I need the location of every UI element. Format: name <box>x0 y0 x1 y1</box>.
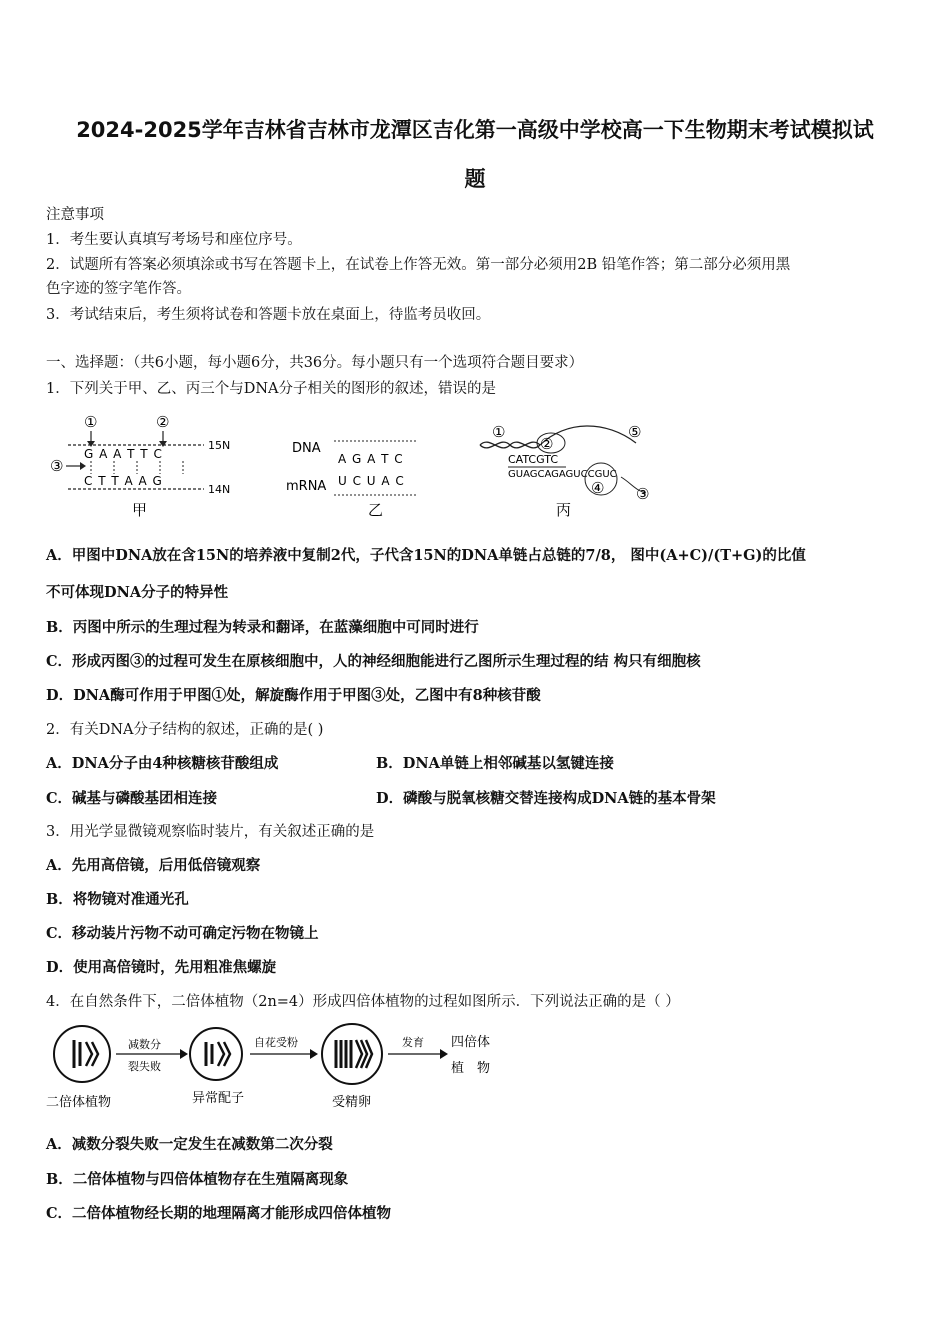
cell-zygote <box>322 1024 382 1110</box>
jia-top-strand: G A A T T C <box>84 447 163 461</box>
marker-3-bing: ③ <box>636 485 650 503</box>
marker-2: ② <box>156 413 170 431</box>
cell2-label: 异常配子 <box>192 1091 245 1106</box>
figure-jia <box>50 413 230 519</box>
q3-stem: 3．用光学显微镜观察临时装片，有关叙述正确的是 <box>46 824 375 840</box>
bing-bottom: GUAGCAGAGUCCGUC <box>508 469 617 480</box>
label-yi: 乙 <box>368 501 384 519</box>
q1-option-d: D．DNA酶可作用于甲图①处，解旋酶作用于甲图③处，乙图中有8种核苷酸 <box>46 687 541 704</box>
q3-option-c: C．移动装片污物不动可确定污物在物镜上 <box>46 925 319 942</box>
arrow-meiosis-failure <box>116 1037 188 1073</box>
result-top: 四倍体 <box>451 1035 491 1050</box>
q1-option-a-cont: 不可体现DNA分子的特异性 <box>46 584 229 601</box>
exam-title-line2: 题 <box>464 167 486 191</box>
label-jia: 甲 <box>132 501 148 519</box>
arrow2-label: 自花受粉 <box>254 1036 298 1049</box>
arrow3-label: 发育 <box>402 1036 424 1049</box>
label-14n: 14N <box>208 483 231 496</box>
exam-title-line1: 2024-2025学年吉林省吉林市龙潭区吉化第一高级中学校高一下生物期末考试模拟试 <box>76 118 874 142</box>
q2-option-b: B．DNA单链上相邻碱基以氢键连接 <box>376 755 614 772</box>
marker-3: ③ <box>50 457 64 475</box>
result-bottom: 植 物 <box>451 1061 491 1076</box>
q3-option-a: A．先用高倍镜，后用低倍镜观察 <box>46 857 261 874</box>
bing-top: CATCGTC <box>508 453 558 466</box>
arrow-development <box>388 1035 448 1059</box>
marker-1-bing: ① <box>492 423 506 441</box>
notice-item-3: 3．考试结束后，考生须将试卷和答题卡放在桌面上，待监考员收回。 <box>46 307 491 323</box>
q1-stem: 1．下列关于甲、乙、丙三个与DNA分子相关的图形的叙述，错误的是 <box>46 381 497 397</box>
dna-word: DNA <box>292 441 321 456</box>
arrow-self-pollination <box>250 1035 318 1059</box>
notice-heading: 注意事项 <box>46 207 104 223</box>
q4-option-b: B．二倍体植物与四倍体植物存在生殖隔离现象 <box>46 1171 349 1188</box>
q1-figure <box>46 405 666 525</box>
q1-option-c: C．形成丙图③的过程可发生在原核细胞中，人的神经细胞能进行乙图所示生理过程的结 构只有细胞核 <box>46 653 701 670</box>
arrow1-top: 减数分 <box>128 1038 161 1051</box>
marker-1: ① <box>84 413 98 431</box>
q4-option-a: A．减数分裂失败一定发生在减数第二次分裂 <box>46 1136 333 1153</box>
marker-2-bing: ② <box>540 435 554 453</box>
mrna-word: mRNA <box>286 479 327 494</box>
q3-option-d: D．使用高倍镜时，先用粗准焦螺旋 <box>46 959 277 976</box>
notice-item-1: 1．考生要认真填写考场号和座位序号。 <box>46 232 302 248</box>
q2-option-d: D．磷酸与脱氧核糖交替连接构成DNA链的基本骨架 <box>376 790 716 807</box>
section-heading: 一、选择题：（共6小题，每小题6分，共36分。每小题只有一个选项符合题目要求） <box>46 355 584 371</box>
q1-option-a: A．甲图中DNA放在含15N的培养液中复制2代，子代含15N的DNA单链占总链的7/8， 图中(A+C)/(T+G)的比值 <box>46 547 806 564</box>
marker-4: ④ <box>591 479 605 497</box>
jia-bottom-strand: C T T A A G <box>84 474 163 488</box>
notice-item-2-cont: 色字迹的签字笔作答。 <box>46 281 191 297</box>
yi-top: A G A T C <box>338 452 404 466</box>
q1-option-b: B．丙图中所示的生理过程为转录和翻译，在蓝藻细胞中可同时进行 <box>46 619 479 636</box>
q2-option-a: A．DNA分子由4种核糖核苷酸组成 <box>46 755 279 772</box>
q3-option-b: B．将物镜对准通光孔 <box>46 891 189 908</box>
cell3-label: 受精卵 <box>332 1095 372 1110</box>
q2-option-c: C．碱基与磷酸基团相连接 <box>46 790 218 807</box>
yi-bottom: U C U A C <box>338 474 405 488</box>
figure-bing <box>480 423 649 519</box>
label-15n: 15N <box>208 439 231 452</box>
q4-figure <box>46 1022 506 1114</box>
cell-abnormal-gamete <box>190 1028 244 1106</box>
figure-yi <box>286 441 418 519</box>
cell-diploid-plant <box>46 1026 111 1110</box>
q4-option-c: C．二倍体植物经长期的地理隔离才能形成四倍体植物 <box>46 1205 392 1222</box>
arrow1-bottom: 裂失败 <box>128 1060 161 1073</box>
cell1-label: 二倍体植物 <box>46 1095 112 1110</box>
q4-stem: 4．在自然条件下，二倍体植物（2n=4）形成四倍体植物的过程如图所示．下列说法正确的是（ ） <box>46 994 680 1010</box>
notice-item-2: 2．试题所有答案必须填涂或书写在答题卡上，在试卷上作答无效。第一部分必须用2B 铅笔作答；第二部分必须用黑 <box>46 257 791 273</box>
label-bing: 丙 <box>556 501 572 519</box>
q2-stem: 2．有关DNA分子结构的叙述，正确的是( ) <box>46 722 324 738</box>
marker-5: ⑤ <box>628 423 642 441</box>
